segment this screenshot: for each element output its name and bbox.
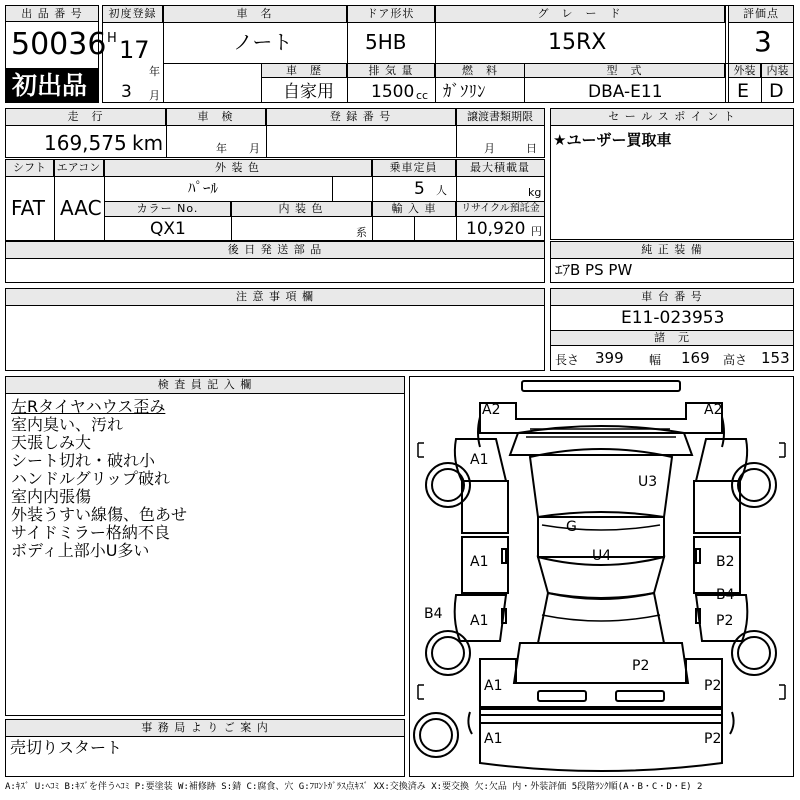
recycle-label: リサイクル預託金 bbox=[457, 202, 544, 217]
insp-year-unit: 年 bbox=[216, 142, 227, 155]
colorno-label: カラー No. bbox=[105, 202, 231, 217]
displacement-value: 1500 bbox=[371, 82, 415, 102]
mark-rear-fender-right: P2 bbox=[704, 678, 722, 694]
score-value: 3 bbox=[754, 25, 772, 58]
history-label: 車 歴 bbox=[262, 63, 347, 78]
caution-box bbox=[5, 288, 545, 371]
transfer-label: 譲渡書類期限 bbox=[456, 109, 544, 126]
mileage-value: 169,575 bbox=[44, 131, 127, 155]
reg-month: 3 bbox=[121, 82, 132, 102]
sales-point-box bbox=[550, 108, 794, 240]
mark-front-bumper-right: A2 bbox=[704, 402, 723, 418]
first-listing-text: 初出品 bbox=[12, 71, 88, 100]
note-line: ボディ上部小U多い bbox=[11, 541, 150, 560]
note-line: 室内内張傷 bbox=[11, 487, 92, 506]
mark-hood: U3 bbox=[638, 474, 658, 490]
chassis-label: 車 台 番 号 bbox=[551, 289, 793, 306]
cc-unit: cc bbox=[416, 89, 429, 102]
sales-point-label: セ ー ル ス ポ イ ン ト bbox=[551, 109, 793, 126]
caution-label: 注 意 事 項 欄 bbox=[6, 289, 544, 306]
genuine-equip-box bbox=[550, 241, 794, 283]
note-line: 左Rタイヤハウス歪み bbox=[11, 397, 166, 416]
import-label: 輸 入 車 bbox=[373, 202, 456, 217]
parts-label: 後 日 発 送 部 品 bbox=[6, 242, 544, 259]
ext-color-value: ﾊﾟｰﾙ bbox=[188, 179, 219, 197]
door-label: ドア形状 bbox=[347, 6, 435, 23]
car-name-label: 車 名 bbox=[163, 6, 347, 23]
note-line: シート切れ・破れ小 bbox=[11, 451, 156, 470]
car-name: ノート bbox=[233, 30, 293, 54]
int-score: D bbox=[769, 80, 784, 102]
ac-label: エアコン bbox=[54, 160, 104, 177]
model-label: 型 式 bbox=[525, 63, 725, 78]
regno-label: 登 録 番 号 bbox=[266, 109, 456, 126]
int-label: 内装 bbox=[762, 63, 793, 78]
office-label: 事 務 局 よ り ご 案 内 bbox=[6, 720, 404, 737]
first-listing-badge bbox=[6, 68, 98, 102]
transfer-day-unit: 日 bbox=[526, 142, 537, 155]
chassis-box bbox=[550, 288, 794, 371]
office-note: 売切りスタート bbox=[10, 738, 123, 757]
note-line: 室内臭い、汚れ bbox=[11, 415, 124, 434]
parts-box bbox=[5, 241, 545, 283]
genuine-equip: ｴｱB PS PW bbox=[555, 261, 633, 279]
ext-color-label: 外 装 色 bbox=[104, 160, 372, 177]
capacity-label: 乗車定員 bbox=[372, 160, 456, 177]
inspection-label: 車 検 bbox=[166, 109, 266, 126]
mark-rear-door-right: P2 bbox=[716, 613, 734, 629]
note-line: ハンドルグリップ破れ bbox=[11, 469, 171, 488]
mark-front-door-right: B2 bbox=[716, 554, 735, 570]
recycle-value: 10,920 bbox=[466, 219, 526, 239]
lot-number-label: 出 品 番 号 bbox=[6, 6, 98, 22]
grade: 15RX bbox=[548, 30, 607, 55]
mark-front-bumper-left: A2 bbox=[482, 402, 501, 418]
inspector-notes bbox=[11, 398, 187, 560]
length-value: 399 bbox=[595, 349, 624, 367]
transfer-month-unit: 月 bbox=[484, 142, 495, 155]
car-diagram bbox=[409, 376, 794, 777]
history-value: 自家用 bbox=[283, 82, 334, 102]
km-unit: km bbox=[132, 131, 164, 155]
yen-unit: 円 bbox=[531, 225, 542, 238]
mark-windshield: G bbox=[566, 519, 577, 535]
era: H bbox=[107, 31, 117, 46]
fuel-value: ｶﾞｿﾘﾝ bbox=[443, 82, 486, 102]
note-line: 外装うすい線傷、色あせ bbox=[11, 505, 188, 524]
mark-roof: U4 bbox=[592, 548, 612, 564]
ext-label: 外装 bbox=[729, 63, 761, 78]
door-type: 5HB bbox=[365, 30, 407, 54]
mileage-label: 走 行 bbox=[6, 109, 166, 126]
inspector-label: 検 査 員 記 入 欄 bbox=[6, 377, 404, 394]
month-unit: 月 bbox=[149, 89, 160, 102]
note-line: サイドミラー格納不良 bbox=[11, 523, 170, 542]
dims-label: 諸 元 bbox=[551, 330, 793, 346]
year-unit: 年 bbox=[149, 65, 160, 78]
person-unit: 人 bbox=[436, 184, 447, 197]
score-label: 評価点 bbox=[729, 6, 793, 23]
colorno-value: QX1 bbox=[150, 219, 186, 239]
fuel-label: 燃 料 bbox=[436, 63, 525, 78]
shift-value: FAT bbox=[11, 196, 46, 220]
kei-unit: 系 bbox=[356, 226, 367, 239]
height-value: 153 bbox=[761, 349, 790, 367]
mark-rear-door-right-upper: B4 bbox=[716, 587, 735, 603]
legend-text: A:ｷｽﾞ U:ﾍｺﾐ B:ｷｽﾞを伴うﾍｺﾐ P:要塗装 W:補修跡 S:錆 C:腐食、穴 G:ﾌﾛﾝﾄｶﾞﾗｽ点ｷｽﾞ XX:交換済み X:要交換 欠:欠品 内・外装評価 5段階ﾗﾝｸ順(A・B・C・D・E) 2 bbox=[5, 782, 703, 792]
length-label: 長さ bbox=[555, 353, 580, 367]
grade-label: グ レ ー ド bbox=[435, 6, 725, 23]
car-outline bbox=[410, 377, 793, 776]
genuine-equip-label: 純 正 装 備 bbox=[551, 242, 793, 259]
kg-unit: kg bbox=[528, 186, 542, 199]
inspector-box bbox=[5, 376, 405, 716]
mark-rear-bumper-left: A1 bbox=[484, 731, 503, 747]
first-reg-label: 初度登録 bbox=[103, 6, 163, 23]
mark-side-left: B4 bbox=[424, 606, 443, 622]
mileage-box bbox=[5, 108, 545, 158]
office-box bbox=[5, 719, 405, 777]
mark-tailgate: P2 bbox=[632, 658, 650, 674]
load-label: 最大積載量 bbox=[456, 160, 544, 177]
lot-number-box bbox=[5, 5, 107, 103]
model-value: DBA-E11 bbox=[588, 82, 663, 102]
ac-value: AAC bbox=[60, 196, 102, 220]
lot-number: 50036 bbox=[11, 27, 107, 62]
reg-year: 17 bbox=[119, 36, 150, 64]
width-label: 幅 bbox=[649, 353, 662, 367]
main-info-box bbox=[102, 5, 794, 103]
width-value: 169 bbox=[681, 349, 710, 367]
sales-point: ★ユーザー買取車 bbox=[553, 131, 672, 149]
displacement-label: 排 気 量 bbox=[348, 63, 435, 78]
spec-box bbox=[5, 159, 545, 241]
chassis-number: E11-023953 bbox=[621, 308, 725, 328]
note-line: 天張しみ大 bbox=[11, 433, 92, 452]
height-label: 高さ bbox=[723, 353, 748, 367]
mark-rear-fender-left: A1 bbox=[484, 678, 503, 694]
mark-rear-door-left: A1 bbox=[470, 613, 489, 629]
capacity-value: 5 bbox=[414, 179, 425, 199]
ext-score: E bbox=[737, 80, 750, 102]
insp-month-unit: 月 bbox=[249, 142, 260, 155]
mark-front-fender-left: A1 bbox=[470, 452, 489, 468]
shift-label: シフト bbox=[6, 160, 54, 177]
int-color-label: 内 装 色 bbox=[231, 202, 372, 217]
mark-front-door-left: A1 bbox=[470, 554, 489, 570]
mark-rear-bumper-right: P2 bbox=[704, 731, 722, 747]
